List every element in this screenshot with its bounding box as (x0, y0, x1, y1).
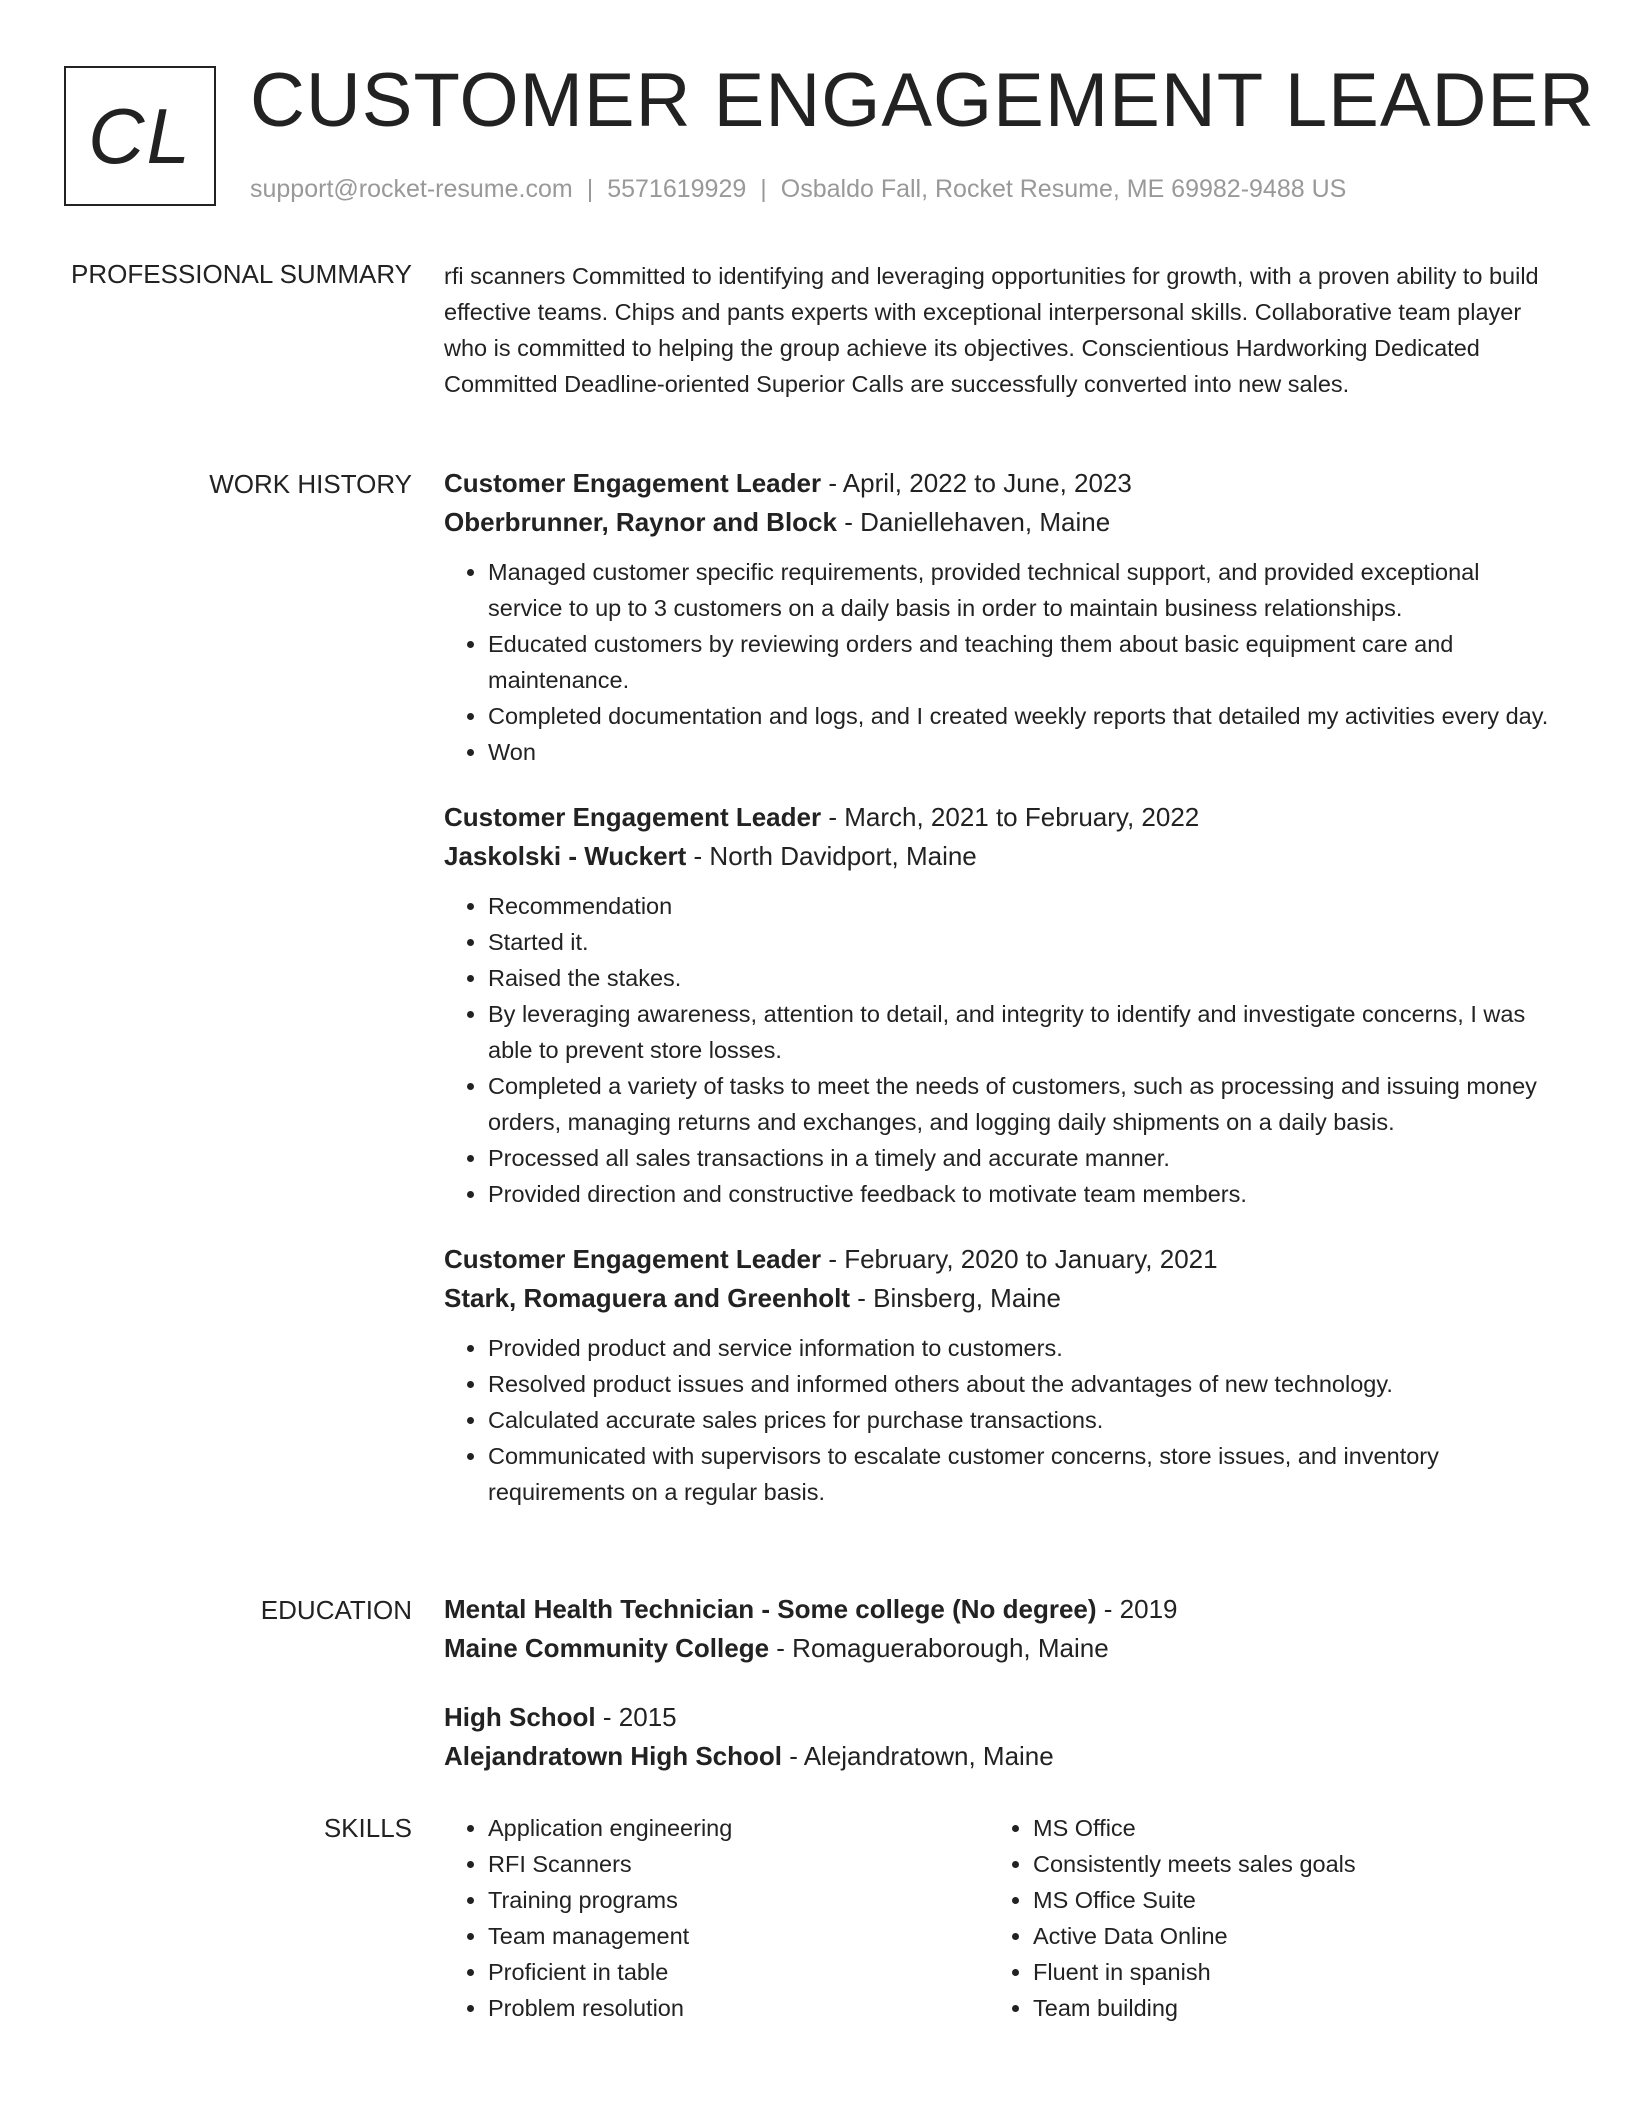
skill-item: • Proficient in table (488, 1954, 989, 1990)
section-heading-skills: SKILLS (323, 1813, 412, 1843)
job-bullet: • Completed a variety of tasks to meet the needs of customers, such as processing and issuing money orders, managing returns and exchanges, and logging daily shipments on a daily basis. (488, 1068, 1554, 1140)
education-degree-line (444, 1590, 1554, 1629)
education-school: Alejandratown High School (444, 1741, 783, 1771)
job-bullet: • Provided direction and constructive feedback to motivate team members. (488, 1176, 1554, 1212)
job-entry (444, 464, 1554, 770)
job-location: - Daniellehaven, Maine (844, 507, 1111, 537)
job-company: Oberbrunner, Raynor and Block (444, 507, 837, 537)
job-bullet: • Provided product and service information to customers. (488, 1330, 1554, 1366)
skill-item: • RFI Scanners (488, 1846, 989, 1882)
job-dates: - March, 2021 to February, 2022 (828, 802, 1200, 832)
education-year: - 2019 (1103, 1594, 1178, 1624)
job-company: Jaskolski - Wuckert (444, 841, 687, 871)
section-heading-summary: PROFESSIONAL SUMMARY (71, 259, 412, 289)
contact-address: Osbaldo Fall, Rocket Resume, ME 69982-9488 US (780, 175, 1347, 203)
education-degree: Mental Health Technician - Some college (No degree) (444, 1594, 1097, 1624)
job-title: Customer Engagement Leader (444, 1244, 822, 1274)
job-bullet: • Processed all sales transactions in a timely and accurate manner. (488, 1140, 1554, 1176)
skill-item: • Team building (1033, 1990, 1534, 2026)
education-year: - 2015 (602, 1702, 677, 1732)
job-entry (444, 1240, 1554, 1510)
education-entry (444, 1590, 1554, 1668)
job-bullet: • Completed documentation and logs, and I created weekly reports that detailed my activities every day. (488, 698, 1554, 734)
skills-columns (444, 1810, 1554, 2026)
job-title-line (444, 798, 1554, 837)
skill-item: • MS Office (1033, 1810, 1534, 1846)
skills-list (989, 1810, 1534, 2026)
monogram-box (64, 66, 216, 206)
summary-text: rfi scanners Committed to identifying and leveraging opportunities for growth, with a proven ability to build effective teams. Chips and pants experts with exceptional interpersonal skills. Collaborative team player who is committed to helping the group achieve its objectives. Conscientious Hardworking Dedicated Committed Deadline-oriented Superior Calls are successfully converted into new sales. (444, 263, 1539, 397)
contact-line (250, 172, 1346, 206)
skill-item: • Fluent in spanish (1033, 1954, 1534, 1990)
contact-separator: | (586, 175, 594, 203)
monogram-initials: CL (88, 91, 192, 180)
job-company-line (444, 837, 1554, 876)
job-dates: - February, 2020 to January, 2021 (828, 1244, 1218, 1274)
skills-list (444, 1810, 989, 2026)
skills-column-right (989, 1810, 1534, 2026)
job-bullet: • Started it. (488, 924, 1554, 960)
skill-item: • Active Data Online (1033, 1918, 1534, 1954)
skill-item: • Team management (488, 1918, 989, 1954)
education-location: - Alejandratown, Maine (789, 1741, 1054, 1771)
job-title: Customer Engagement Leader (444, 802, 822, 832)
resume-title: CUSTOMER ENGAGEMENT LEADER (250, 58, 1595, 143)
job-title-line (444, 464, 1554, 503)
job-bullet: • Raised the stakes. (488, 960, 1554, 996)
skill-item: • Training programs (488, 1882, 989, 1918)
job-company-line (444, 503, 1554, 542)
education-school-line (444, 1629, 1554, 1668)
job-bullet: • Won (488, 734, 1554, 770)
job-bullets (444, 888, 1554, 1212)
skill-item: • Problem resolution (488, 1990, 989, 2026)
job-title-line (444, 1240, 1554, 1279)
section-heading-education: EDUCATION (260, 1595, 412, 1625)
job-entry (444, 798, 1554, 1212)
job-bullet: • Resolved product issues and informed others about the advantages of new technology. (488, 1366, 1554, 1402)
job-bullets (444, 554, 1554, 770)
job-title: Customer Engagement Leader (444, 468, 822, 498)
section-heading-work-history: WORK HISTORY (209, 469, 412, 499)
job-bullets (444, 1330, 1554, 1510)
education-degree-line (444, 1698, 1554, 1737)
jobs-list (444, 464, 1554, 1538)
skill-item: • Application engineering (488, 1810, 989, 1846)
skills-column-left (444, 1810, 989, 2026)
job-bullet: • By leveraging awareness, attention to detail, and integrity to identify and investigate concerns, I was able to prevent store losses. (488, 996, 1554, 1068)
job-bullet: • Communicated with supervisors to escalate customer concerns, store issues, and inventory requirements on a regular basis. (488, 1438, 1554, 1510)
job-company-line (444, 1279, 1554, 1318)
job-location: - North Davidport, Maine (693, 841, 977, 871)
education-location: - Romagueraborough, Maine (776, 1633, 1109, 1663)
education-list (444, 1590, 1554, 1806)
job-location: - Binsberg, Maine (857, 1283, 1061, 1313)
job-bullet: • Calculated accurate sales prices for purchase transactions. (488, 1402, 1554, 1438)
education-school-line (444, 1737, 1554, 1776)
contact-phone[interactable]: 5571619929 (607, 175, 747, 203)
job-bullet: • Educated customers by reviewing orders and teaching them about basic equipment care and maintenance. (488, 626, 1554, 698)
job-bullet: • Managed customer specific requirements, provided technical support, and provided exceptional service to up to 3 customers on a daily basis in order to maintain business relationships. (488, 554, 1554, 626)
job-dates: - April, 2022 to June, 2023 (828, 468, 1132, 498)
skill-item: • MS Office Suite (1033, 1882, 1534, 1918)
contact-email[interactable]: support@rocket-resume.com (250, 175, 573, 203)
education-school: Maine Community College (444, 1633, 770, 1663)
contact-separator: | (760, 175, 767, 203)
education-entry (444, 1698, 1554, 1776)
job-company: Stark, Romaguera and Greenholt (444, 1283, 850, 1313)
skill-item: • Consistently meets sales goals (1033, 1846, 1534, 1882)
job-bullet: • Recommendation (488, 888, 1554, 924)
education-degree: High School (444, 1702, 596, 1732)
